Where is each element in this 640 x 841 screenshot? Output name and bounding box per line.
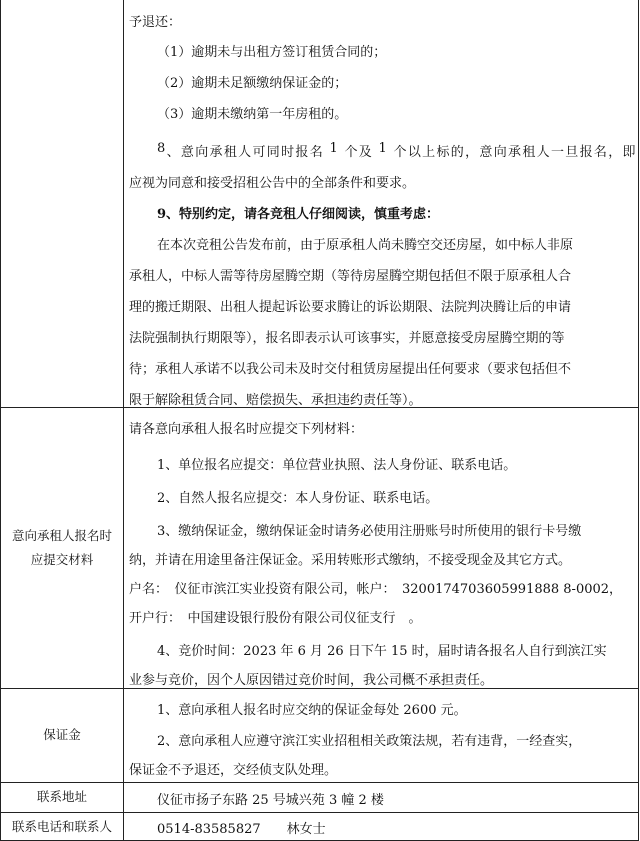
row-label-address: 联系地址 — [36, 789, 87, 804]
text-line: 法院强制执行期限等），报名即表示认可该事实，并愿意接受房屋腾空期的等 — [129, 331, 565, 346]
row-divider — [0, 688, 639, 689]
row-label-deposit: 保证金 — [43, 727, 81, 742]
text-line: 业参与竞价，因个人原因错过竞价时间，我公司概不承担责任。 — [129, 673, 494, 688]
text-line: 1、单位报名应提交：单位营业执照、法人身份证、联系电话。 — [157, 458, 517, 473]
text-line: 予退还： — [129, 15, 182, 30]
text-line: 请各意向承租人报名时应提交下列材料： — [129, 422, 364, 437]
special-notice-heading: 9、特别约定，请各竞租人仔细阅读，慎重考虑： — [157, 207, 440, 222]
account-info-line: 户名： 仪征市滨江实业投资有限公司，帐户： 3200174703605991888 8-0002， — [129, 582, 623, 597]
text-line: 理的搬迁期限、出租人提起诉讼要求腾让的诉讼期限、法院判决腾让后的申请 — [129, 300, 572, 315]
table-column-divider — [123, 0, 124, 841]
text-line: 限于解除租赁合同、赔偿损失、承担违约责任等）。 — [129, 393, 422, 408]
contact-value: 0514-83585827 林女士 — [157, 822, 326, 837]
text-line: 1、意向承租人报名时应交纳的保证金每处 2600 元。 — [157, 703, 467, 718]
table-border-left — [0, 0, 1, 841]
text-line: （1）逾期未与出租方签订租赁合同的； — [157, 45, 387, 60]
address-value: 仪征市扬子东路 25 号城兴苑 3 幢 2 楼 — [157, 793, 384, 808]
text-line: （2）逾期未足额缴纳保证金的； — [157, 76, 348, 91]
text-line: 纳，并请在用途里备注保证金。采用转账形式缴纳，不接受现金及其它方式。 — [129, 553, 572, 568]
text-line: 在本次竞租公告发布前，由于原承租人尚未腾空交还房屋，如中标人非原 — [157, 238, 574, 253]
text-line: 承租人，中标人需等待房屋腾空期（等待房屋腾空期包括但不限于原承租人合 — [129, 269, 572, 284]
table-border-right — [638, 0, 639, 841]
text-line: 2、自然人报名应提交：本人身份证、联系电话。 — [157, 491, 439, 506]
bank-info-line: 开户行： 中国建设银行股份有限公司仪征支行 。 — [129, 611, 422, 626]
row-divider — [0, 782, 639, 783]
row-label-application-materials — [1, 524, 123, 572]
text-line: （3）逾期未缴纳第一年房租的。 — [157, 107, 348, 122]
label-line: 应提交材料 — [30, 552, 94, 567]
text-line: 4、竞价时间：2023 年 6 月 26 日下午 15 时，届时请各报名人自行到滨江实 — [157, 644, 607, 659]
text-line: 8 、 意 向 承 租 人 可 同 时 报 名 1 个 及 1 个 以 上 标 的 ， 意 向 承 租 人 一 旦 报 名 ， 即 — [157, 141, 636, 160]
row-label-contact: 联系电话和联系人 — [11, 819, 112, 834]
text-line: 保证金不予退还，交经侦支队处理。 — [129, 763, 338, 778]
text-line: 待；承租人承诺不以我公司未及时交付租赁房屋提出任何要求（要求包括但不 — [129, 362, 572, 377]
label-line: 意向承租人报名时 — [11, 528, 112, 543]
row-divider — [0, 812, 639, 813]
text-line: 3、缴纳保证金，缴纳保证金时请务必使用注册账号时所使用的银行卡号缴 — [157, 524, 582, 539]
text-line: 应视为同意和接受招租公告中的全部条件和要求。 — [129, 176, 416, 191]
text-line: 2、意向承租人应遵守滨江实业招租相关政策法规，若有违背，一经查实， — [157, 734, 582, 749]
